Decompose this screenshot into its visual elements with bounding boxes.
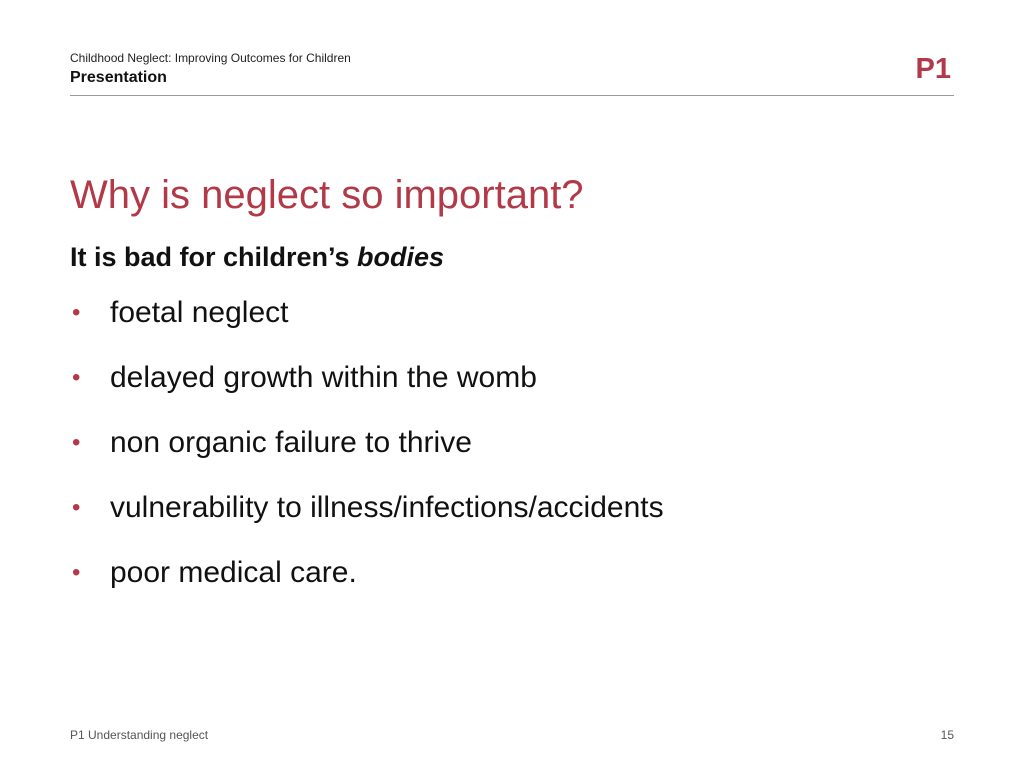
- bullet-icon: •: [72, 299, 81, 326]
- subheading-text: It is bad for children’s: [70, 242, 358, 272]
- bullet-icon: •: [72, 364, 81, 391]
- header-code: P1: [915, 53, 951, 85]
- subheading: [70, 240, 444, 274]
- slide-title: Why is neglect so important?: [70, 173, 584, 217]
- header-course-title: Childhood Neglect: Improving Outcomes for Children: [70, 51, 351, 65]
- bullet-icon: •: [72, 429, 81, 456]
- bullet-icon: •: [72, 494, 81, 521]
- footer-page-number: 15: [940, 728, 954, 742]
- header-divider: [70, 95, 954, 96]
- bullet-text: poor medical care.: [110, 556, 357, 589]
- bullet-icon: •: [72, 559, 81, 586]
- bullet-text: non organic failure to thrive: [110, 426, 472, 459]
- header-section-title: Presentation: [70, 69, 167, 86]
- footer-module: P1 Understanding neglect: [70, 728, 209, 742]
- bullet-text: vulnerability to illness/infections/accidents: [110, 491, 664, 524]
- bullet-text: foetal neglect: [110, 296, 289, 329]
- subheading-emphasis: bodies: [357, 242, 445, 272]
- bullet-text: delayed growth within the womb: [110, 361, 537, 394]
